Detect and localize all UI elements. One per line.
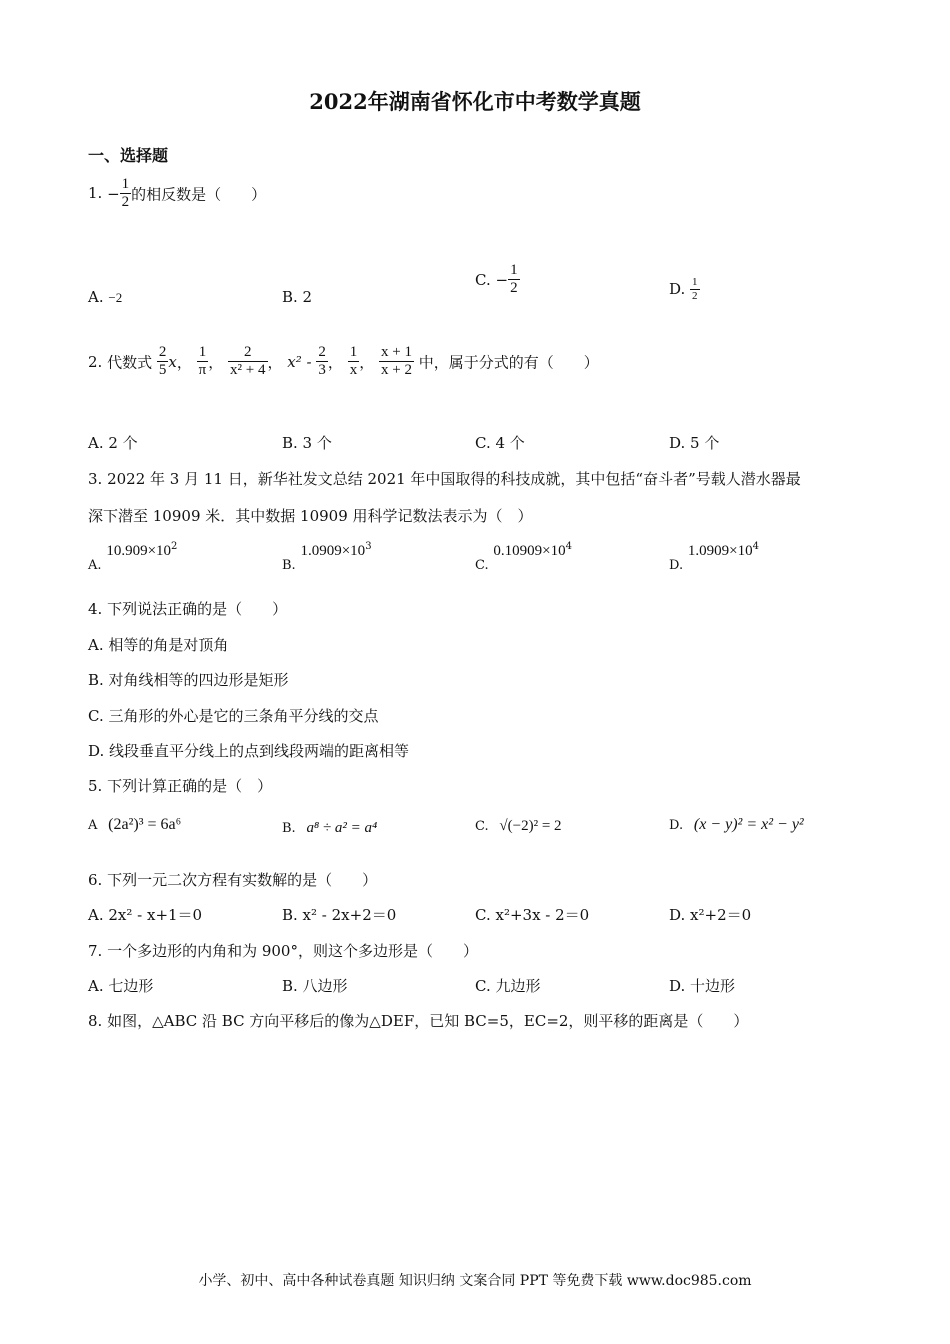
q2-option-c: C. 4 个 xyxy=(475,434,525,452)
q5-option-b: B. a⁸ ÷ a² = a⁴ xyxy=(282,820,378,836)
q5-option-d: D. (x − y)² = x² − y² xyxy=(669,816,804,833)
section-heading: 一、选择题 xyxy=(88,146,169,165)
q7-option-a: A. 七边形 xyxy=(88,977,154,995)
page-footer: 小学、初中、高中各种试卷真题 知识归纳 文案合同 PPT 等免费下载 www.doc985.com xyxy=(198,1273,752,1289)
q6-option-a: A. 2x² - x+1＝0 xyxy=(88,906,203,924)
q2-fraction-5: $\frac{1}{x}$ xyxy=(349,344,358,379)
q5-option-c: C. √(−2)² = 2 xyxy=(475,818,562,834)
page-title: 2022年湖南省怀化市中考数学真题 xyxy=(309,89,641,114)
q3-option-a: A. $10.909\times 10^2$ xyxy=(88,541,178,573)
q3-option-b: B. $1.0909\times 10^3$ xyxy=(282,541,372,573)
q7-option-b: B. 八边形 xyxy=(282,977,348,995)
q6-option-d: D. x²+2＝0 xyxy=(669,906,752,924)
q1-stem: 的相反数是（ ） xyxy=(131,185,267,204)
q2-fraction-2: $\frac{1}{\pi}$ xyxy=(198,344,207,379)
question-1 xyxy=(88,176,266,212)
q4-stem: 4. 下列说法正确的是（ ） xyxy=(88,600,288,618)
q4-option-b: B. 对角线相等的四边形是矩形 xyxy=(88,671,289,689)
q5-stem: 5. 下列计算正确的是（ ） xyxy=(88,777,273,795)
q3-stem-line-2: 深下潜至 10909 米．其中数据 10909 用科学记数法表示为（ ） xyxy=(88,507,533,525)
q1-option-b: B. 2 xyxy=(282,288,313,306)
q1-option-d: D. $\frac{1}{2}$ xyxy=(669,276,698,302)
q4-option-d: D. 线段垂直平分线上的点到线段两端的距离相等 xyxy=(88,742,410,760)
question-2: 2. 代数式 $\frac{2}{5}$ x， $\frac{1}{\pi}$ ， $\frac{2}{\text{x² + 4}}$ ， x² - $\frac{2}{3}$ ， $\frac{1}{x}$ ， $\frac{x + 1}{x + 2}$ 中，属于分式的有（ ） xyxy=(88,344,599,379)
q6-option-c: C. x²+3x - 2＝0 xyxy=(475,906,590,924)
q8-stem: 8. 如图，△ABC 沿 BC 方向平移后的像为△DEF，已知 BC=5，EC=2，则平移的距离是（ ） xyxy=(88,1012,749,1030)
q2-option-d: D. 5 个 xyxy=(669,434,720,452)
q2-option-a: A. 2 个 xyxy=(88,434,138,452)
q6-option-b: B. x² - 2x+2＝0 xyxy=(282,906,397,924)
q1-number: 1. xyxy=(88,183,103,202)
q5-option-a: A (2a²)³ = 6a⁶ xyxy=(88,816,182,833)
q7-stem: 7. 一个多边形的内角和为 900°，则这个多边形是（ ） xyxy=(88,942,478,960)
q2-fraction-1: $\frac{2}{5}$ xyxy=(158,344,167,379)
q3-option-d: D. $1.0909\times 10^4$ xyxy=(669,541,759,573)
q2-fraction-4: $\frac{2}{3}$ xyxy=(318,344,326,379)
q2-fraction-3: $\frac{2}{\text{x² + 4}}$ xyxy=(230,344,266,379)
q1-fraction: $\frac{1}{2}$ xyxy=(121,176,130,211)
q4-option-c: C. 三角形的外心是它的三条角平分线的交点 xyxy=(88,707,379,725)
q3-option-c: C. $0.10909\times 10^4$ xyxy=(475,541,572,573)
q7-option-d: D. 十边形 xyxy=(669,977,736,995)
q2-option-b: B. 3 个 xyxy=(282,434,332,452)
q3-stem-line-1: 3. 2022 年 3 月 11 日，新华社发文总结 2021 年中国取得的科技成就，其中包括“奋斗者”号载人潜水器最 xyxy=(88,470,801,488)
q1-option-c: C. − $\frac{1}{2}$ xyxy=(475,262,518,297)
q6-stem: 6. 下列一元二次方程有实数解的是（ ） xyxy=(88,871,378,889)
q7-option-c: C. 九边形 xyxy=(475,977,541,995)
q2-fraction-6: $\frac{x + 1}{x + 2}$ xyxy=(380,344,412,379)
q1-sign: − xyxy=(107,184,120,203)
q4-option-a: A. 相等的角是对顶角 xyxy=(88,636,229,654)
q1-option-a: A. −2 xyxy=(88,288,123,306)
